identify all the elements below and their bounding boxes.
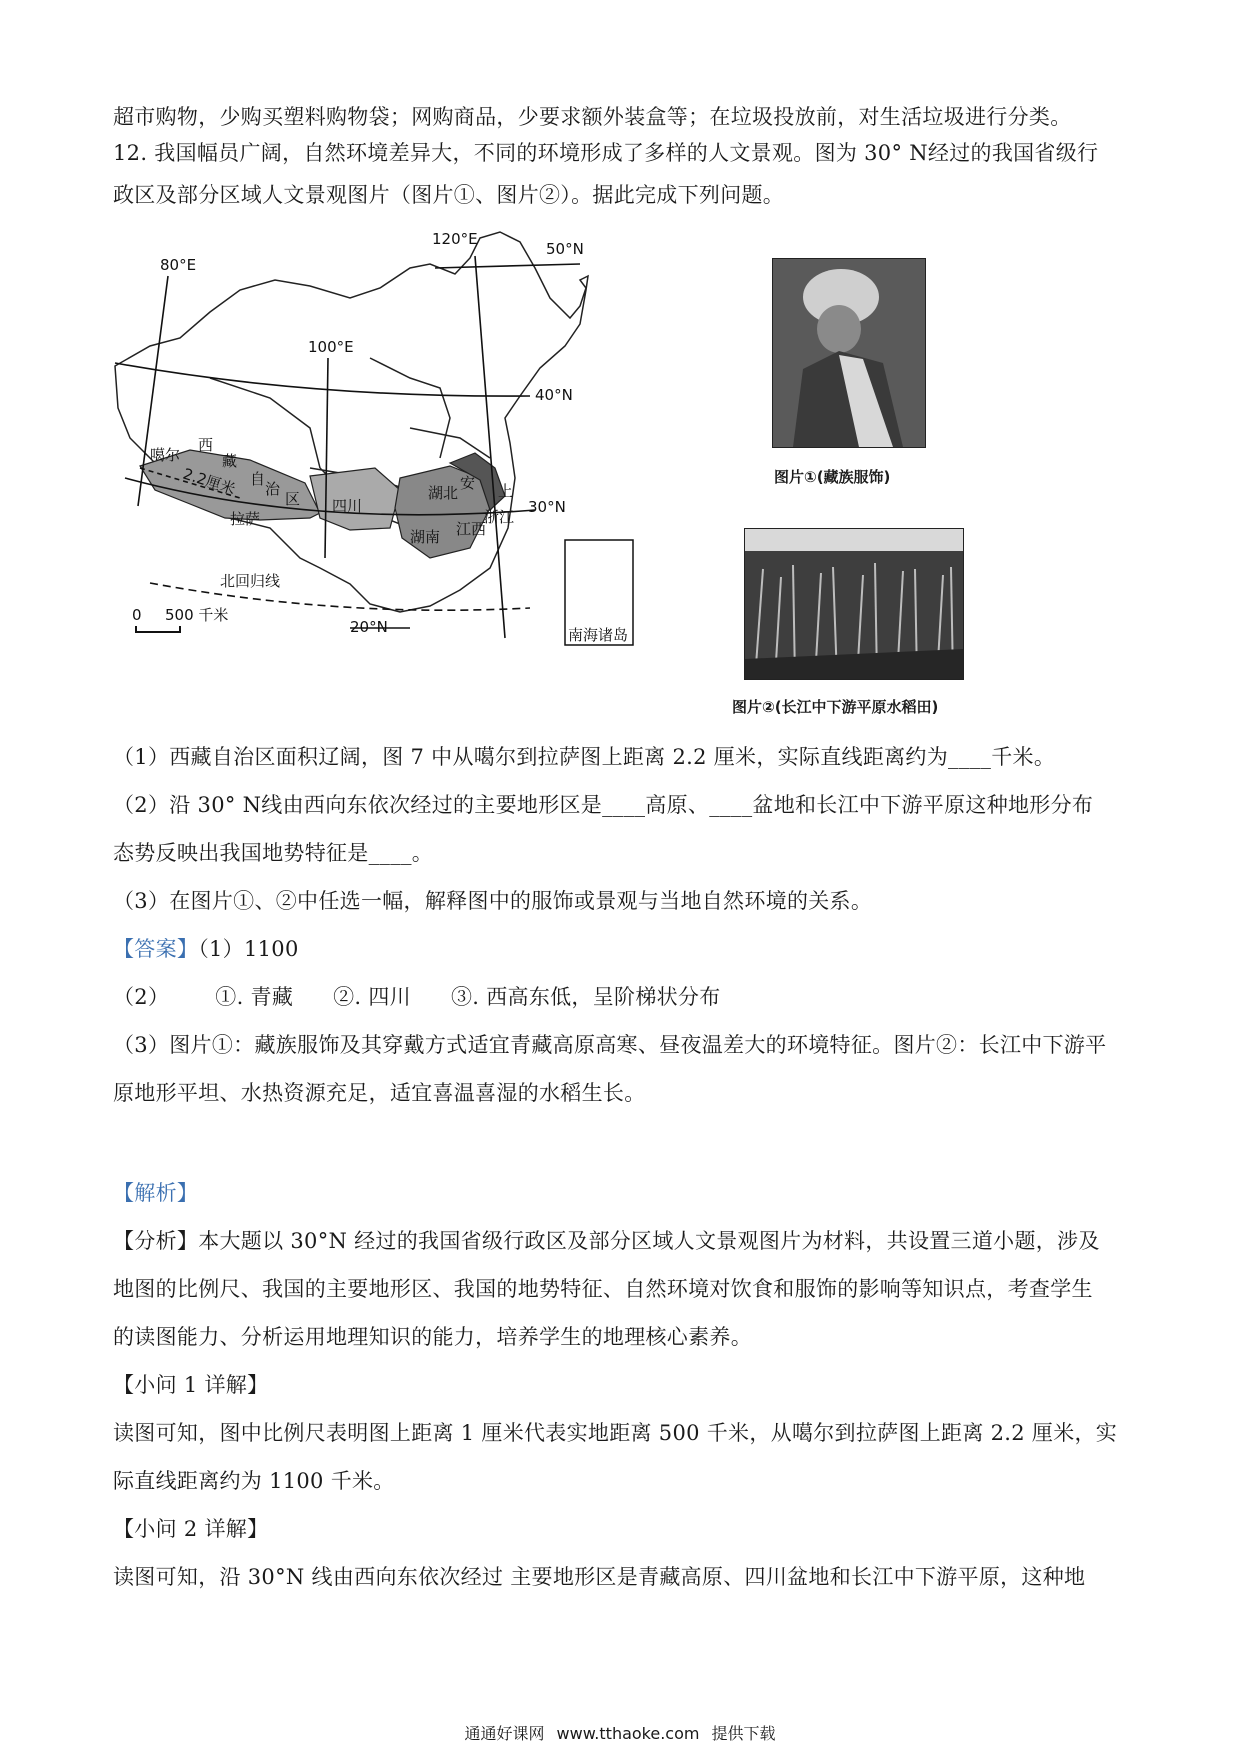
sub2-line-1: 读图可知，沿 30°N 线由西向东依次经过 主要地形区是青藏高原、四川盆地和长江中下游平原，这种地	[113, 1565, 1086, 1589]
sub1-title: 【小问 1 详解】	[113, 1373, 269, 1397]
label-distance: 2.2厘米	[180, 464, 238, 499]
label-gar: 噶尔	[150, 446, 181, 464]
label-zhejiang: 浙江	[484, 508, 515, 526]
answer-2-part-3: ③. 西高东低，呈阶梯状分布	[450, 985, 721, 1009]
footer-site: 通通好课网	[464, 1724, 545, 1743]
label-120e: 120°E	[432, 230, 478, 248]
label-scale-zero: 0	[132, 606, 142, 624]
question-stem-line-1: 12. 我国幅员广阔，自然环境差异大，不同的环境形成了多样的人文景观。图为 30° N经过的我国省级行	[113, 141, 1099, 165]
scale-bar	[136, 626, 180, 632]
analysis-line-3: 的读图能力、分析运用地理知识的能力，培养学生的地理核心素养。	[113, 1325, 752, 1349]
page-footer	[0, 1721, 1240, 1744]
label-jiangxi: 江西	[456, 520, 487, 538]
answer-label: 【答案】	[113, 937, 199, 961]
label-hubei: 湖北	[428, 484, 459, 502]
label-xizang-3: 自	[250, 470, 266, 488]
label-inset: 南海诸岛	[568, 626, 629, 644]
label-40n: 40°N	[535, 386, 573, 404]
label-80e: 80°E	[160, 256, 197, 274]
answer-2-part-1: ①. 青藏	[215, 985, 294, 1009]
label-anhui: 安	[460, 474, 476, 492]
photo-rice-paddy	[744, 528, 964, 680]
label-xizang-5: 区	[285, 490, 301, 508]
china-outline	[115, 232, 588, 612]
label-20n: 20°N	[350, 618, 388, 636]
question-2-line-2: 态势反映出我国地势特征是____。	[113, 841, 434, 865]
question-stem-line-2: 政区及部分区域人文景观图片（图片①、图片②）。据此完成下列问题。	[113, 183, 785, 207]
photo-tibetan-clothing	[772, 258, 926, 448]
sub1-line-2: 际直线距离约为 1100 千米。	[113, 1469, 395, 1493]
label-100e: 100°E	[308, 338, 354, 356]
label-tropic: 北回归线	[220, 572, 281, 590]
analysis-line-2: 地图的比例尺、我国的主要地形区、我国的地势特征、自然环境对饮食和服饰的影响等知识点，考查学生	[113, 1277, 1093, 1301]
photo2-caption: 图片②(长江中下游平原水稻田)	[732, 698, 939, 716]
person-silhouette-icon	[773, 259, 925, 447]
question-1: （1）西藏自治区面积辽阔，图 7 中从噶尔到拉萨图上距离 2.2 厘米，实际直线距离约为____千米。	[113, 745, 1056, 769]
rice-field-icon	[745, 529, 963, 679]
label-lhasa: 拉萨	[230, 510, 261, 528]
label-30n: 30°N	[528, 498, 566, 516]
sub1-line-1: 读图可知，图中比例尺表明图上距离 1 厘米代表实地距离 500 千米，从噶尔到拉萨图上距离 2.2 厘米，实	[113, 1421, 1118, 1445]
footer-note: 提供下载	[711, 1724, 776, 1743]
intro-line: 超市购物，少购买塑料购物袋；网购商品，少要求额外装盒等；在垃圾投放前，对生活垃圾进行分类。	[113, 105, 1072, 129]
question-3: （3）在图片①、②中任选一幅，解释图中的服饰或景观与当地自然环境的关系。	[113, 889, 873, 913]
label-xizang-1: 西	[198, 436, 214, 454]
label-hunan: 湖南	[410, 528, 441, 546]
photo1-caption: 图片①(藏族服饰)	[774, 468, 891, 486]
sub2-title: 【小问 2 详解】	[113, 1517, 269, 1541]
label-shanghai: 上	[498, 482, 514, 500]
analysis-line-1: 【分析】本大题以 30°N 经过的我国省级行政区及部分区域人文景观图片为材料，共设置三道小题，涉及	[113, 1229, 1100, 1253]
analysis-label: 【解析】	[113, 1181, 199, 1205]
china-map-figure	[110, 228, 662, 648]
label-sichuan: 四川	[332, 497, 363, 515]
answer-3-line-1: （3）图片①：藏族服饰及其穿戴方式适宜青藏高原高寒、昼夜温差大的环境特征。图片②：长江中下游平	[113, 1033, 1107, 1057]
answer-3-line-2: 原地形平坦、水热资源充足，适宜喜温喜湿的水稻生长。	[113, 1081, 646, 1105]
label-scale: 500 千米	[165, 606, 229, 624]
answer-1: （1）1100	[198, 937, 299, 961]
answer-1-row	[113, 934, 1135, 964]
label-50n: 50°N	[546, 240, 584, 258]
label-xizang-4: 治	[265, 480, 281, 498]
answer-2-part-2: ②. 四川	[333, 985, 411, 1009]
footer-url[interactable]: www.tthaoke.com	[556, 1724, 700, 1743]
label-xizang-2: 藏	[222, 452, 238, 470]
answer-2-row	[113, 982, 1135, 1012]
answer-2-number: （2）	[113, 985, 170, 1009]
question-2-line-1: （2）沿 30° N线由西向东依次经过的主要地形区是____高原、____盆地和长江中下游平原这种地形分布	[113, 793, 1094, 817]
